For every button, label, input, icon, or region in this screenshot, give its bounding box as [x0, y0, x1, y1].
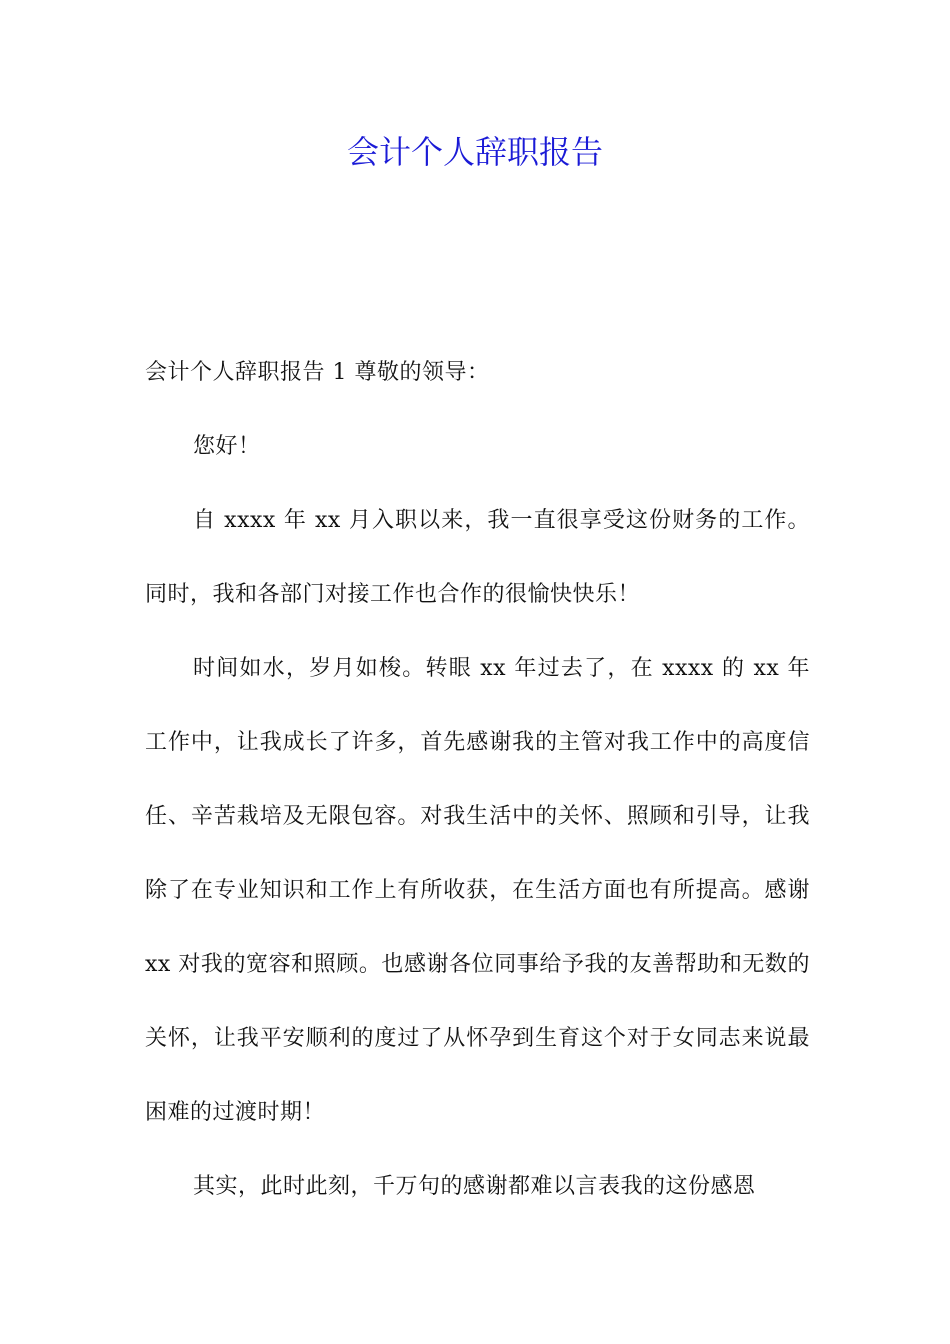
- salutation-paragraph: 会计个人辞职报告 1 尊敬的领导：: [145, 360, 490, 385]
- closing-paragraph: 其实，此时此刻，千万句的感谢都难以言表我的这份感恩: [193, 1174, 756, 1199]
- document-body: [145, 336, 810, 1224]
- gratitude-paragraph: 时间如水，岁月如梭。转眼 xx 年过去了，在 xxxx 的 xx 年工作中，让我成长了许多，首先感谢我的主管对我工作中的高度信任、辛苦栽培及无限包容。对我生活中的关怀、照顾和引导，让我除了在专业知识和工作上有所收获，在生活方面也有所提高。感谢 xx 对我的宽容和照顾。也感谢各位同事给予我的友善帮助和无数的关怀，让我平安顺利的度过了从怀孕到生育这个对于女同志来说最困难的过渡时期！: [145, 656, 810, 1125]
- greeting-paragraph: 您好！: [193, 434, 261, 459]
- intro-paragraph: 自 xxxx 年 xx 月入职以来，我一直很享受这份财务的工作。同时，我和各部门对接工作也合作的很愉快快乐！: [145, 508, 810, 607]
- document-title: 会计个人辞职报告: [346, 133, 603, 171]
